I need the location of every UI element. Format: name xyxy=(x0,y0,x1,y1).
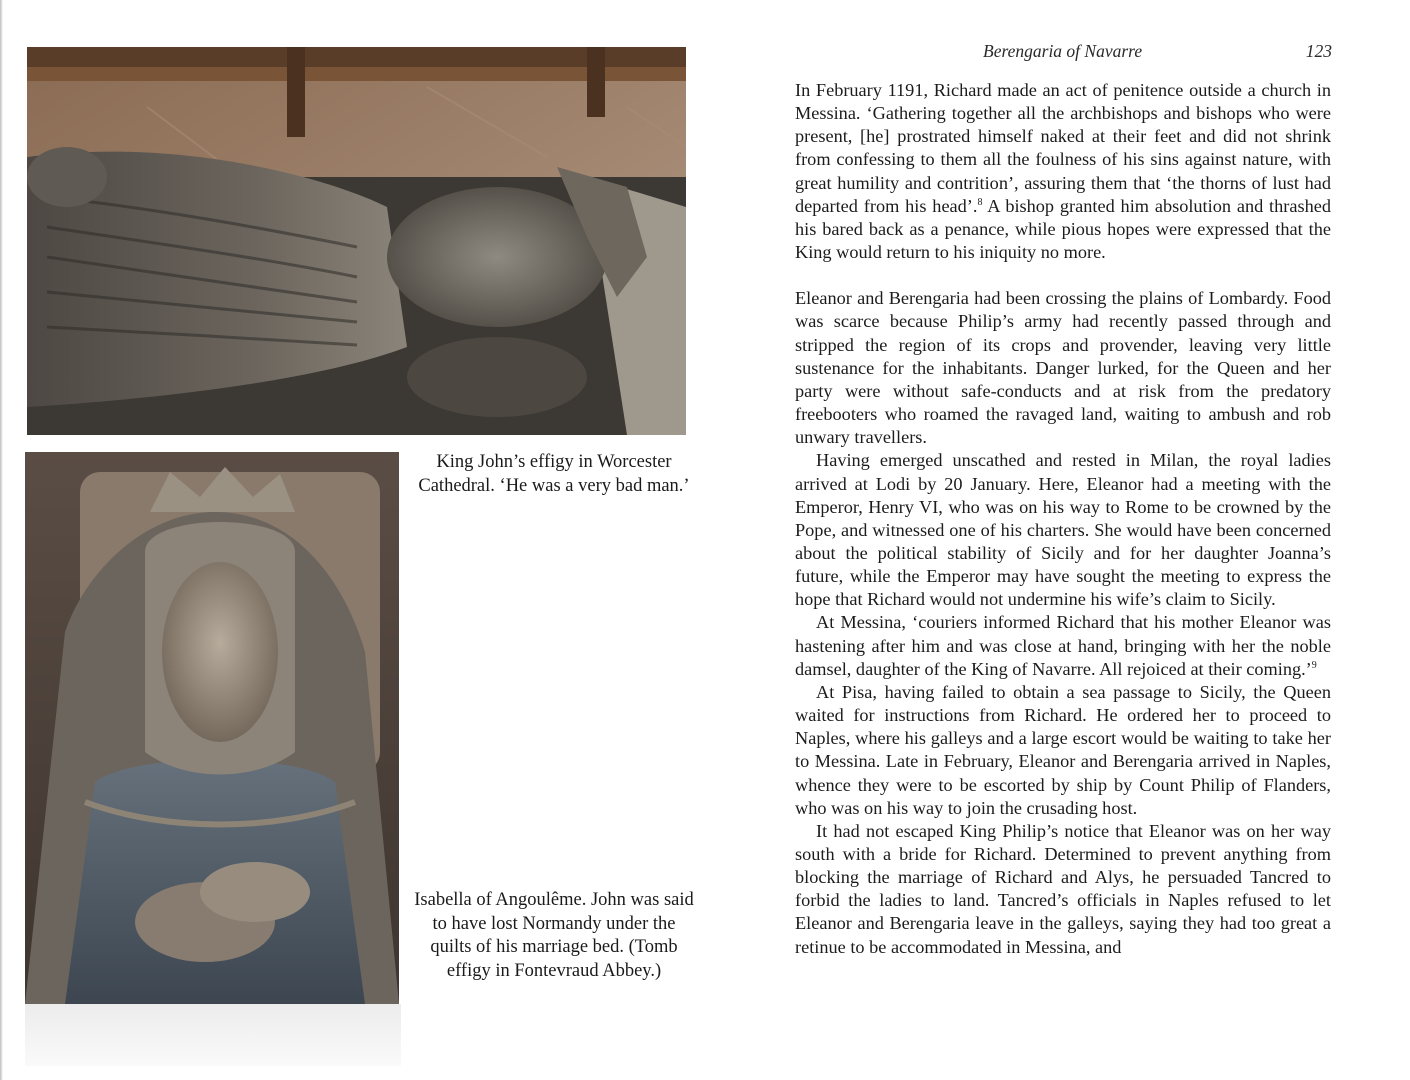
footnote-marker: 9 xyxy=(1311,659,1317,671)
footnote-marker: 8 xyxy=(977,196,983,208)
isabella-effigy-photo xyxy=(25,452,399,1004)
photo-shadow xyxy=(25,1004,401,1066)
body-text xyxy=(795,79,1331,959)
king-john-caption: King John’s effigy in Worcester Cathedral. ‘He was a very bad man.’ xyxy=(418,452,690,496)
paragraph-tancred: It had not escaped King Philip’s notice that Eleanor was on her way south with a bride for Richard. Determined to prevent anything from blocking the marriage of Richard and Alys, he persuaded Tancred to forbid the ladies to land. Tancred’s officials in Naples refused to let Eleanor and Berengaria leave in the galleys, saying they had too great a retinue to be accommodated in Messina, and xyxy=(795,820,1331,957)
running-title: Berengaria of Navarre xyxy=(983,41,1143,61)
paragraph-penitence: In February 1191, Richard made an act of penitence outside a church in Messina. ‘Gathering together all the archbishops and bishops who were present, [he] prostrated himself naked at their feet and did not shrink from confessing to them all the foulness of his sins against nature, with great humility and contrition’, assuring them that ‘the thorns of lust had departed from his head’.$^8$ A bishop granted him absolution and thrashed his bared back as a penance, while pious hopes were expressed that the King would return to his iniquity no more. xyxy=(795,80,1331,263)
page-number: 123 xyxy=(1305,41,1332,61)
paragraph-lodi: Having emerged unscathed and rested in Milan, the royal ladies arrived at Lodi by 20 January. Here, Eleanor had a meeting with the Emperor, Henry VI, who was on his way to Rome to be crowned by the Pope, and witnessed one of his charters. She would have been concerned about the political stability of Sicily and for her daughter Joanna’s future, while the Emperor may have sought the meeting to express the hope that Richard would not undermine his wife’s claim to Sicily. xyxy=(795,450,1331,610)
paragraph-lombardy: Eleanor and Berengaria had been crossing the plains of Lombardy. Food was scarce because Philip’s army had recently passed through and stripped the region of its crops and provender, leaving very little sustenance for the inhabitants. Danger lurked, for the Queen and her party were without safe-conducts and at risk from the predatory freebooters who roamed the ravaged land, waiting to ambush and rob unwary travellers. xyxy=(795,288,1331,448)
paragraph-messina: At Messina, ‘couriers informed Richard that his mother Eleanor was hastening after him and was close at hand, bringing with her the noble damsel, daughter of the King of Navarre. All rejoiced at their coming.’$^9$ xyxy=(795,612,1331,679)
king-john-effigy-photo xyxy=(27,47,686,435)
isabella-caption: Isabella of Angoulême. John was said to have lost Normandy under the quilts of his marriage bed. (Tomb effigy in Fontevraud Abbey.) xyxy=(414,890,694,981)
isabella-effigy-image xyxy=(25,452,399,1004)
king-john-effigy-image xyxy=(27,47,686,435)
right-page xyxy=(705,0,1410,1080)
paragraph-pisa: At Pisa, having failed to obtain a sea passage to Sicily, the Queen waited for instructions from Richard. He ordered her to proceed to Naples, where his galleys and a large escort would be waiting to take her to Messina. Late in February, Eleanor and Berengaria arrived in Naples, whence they were to be escorted by ship by Count Philip of Flanders, who was on his way to join the crusading host. xyxy=(795,681,1331,818)
